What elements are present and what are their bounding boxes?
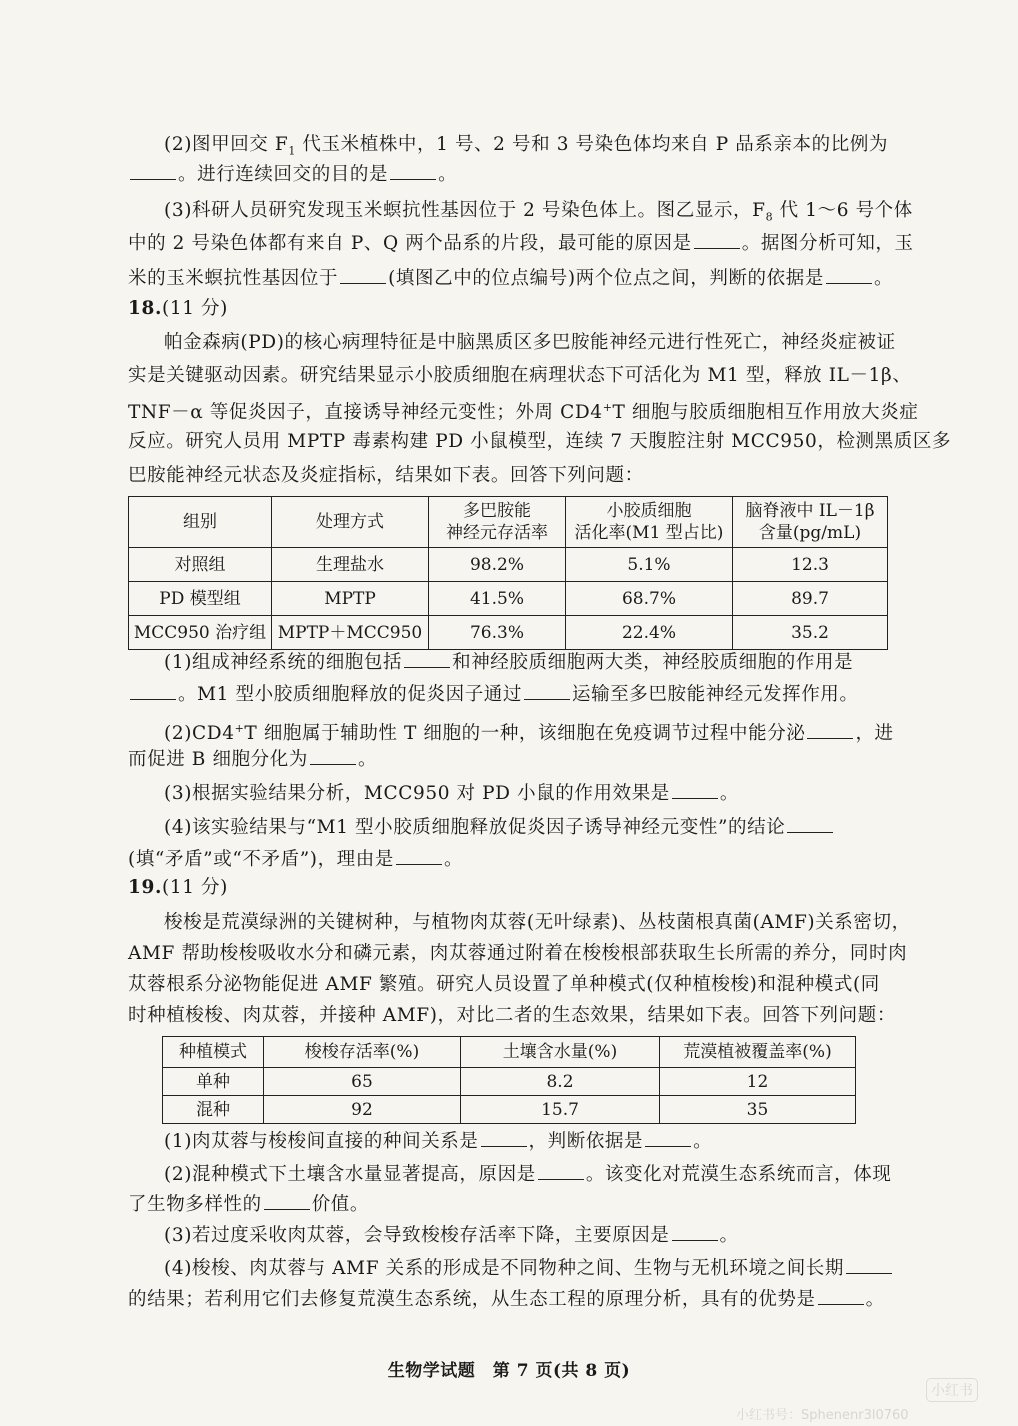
q17-part3-line3: 米的玉米螟抗性基因位于 (填图乙中的位点编号)两个位点之间，判断的依据是 。: [128, 264, 892, 294]
table-header-cell: 脑脊液中 IL－1β 含量(pg/mL): [733, 497, 888, 548]
q18-sub4-line2: (填“矛盾”或“不矛盾”)，理由是 。: [128, 845, 892, 875]
q18-sub1-line2: 。M1 型小胶质细胞释放的促炎因子通过 运输至多巴胺能神经元发挥作用。: [128, 680, 892, 710]
table-cell: 92: [264, 1096, 461, 1124]
q19-sub1: (1)肉苁蓉与梭梭间直接的种间关系是 ，判断依据是 。: [164, 1127, 892, 1157]
table-cell: 12.3: [733, 548, 888, 582]
q18-sub4-line1: (4)该实验结果与“M1 型小胶质细胞释放促炎因子诱导神经元变性”的结论: [164, 813, 892, 843]
q19-intro-line: 时种植梭梭、肉苁蓉，并接种 AMF)，对比二者的生态效果，结果如下表。回答下列问题：: [128, 1005, 896, 1026]
table-header-cell: 小胶质细胞 活化率(M1 型占比): [566, 497, 733, 548]
table-header-cell: 土壤含水量(%): [461, 1037, 660, 1068]
q19-sub2-line1: (2)混种模式下土壤含水量显著提高，原因是 。该变化对荒漠生态系统而言，体现: [164, 1160, 892, 1190]
table-cell: 5.1%: [566, 548, 733, 582]
table-cell: PD 模型组: [129, 582, 272, 616]
q18-intro-line: TNF－α 等促炎因子，直接诱导神经元变性；外周 CD4+T 细胞与胶质细胞相互作用放大炎症: [128, 401, 919, 424]
table-header-cell: 梭梭存活率(%): [264, 1037, 461, 1068]
table-row: [163, 1096, 856, 1124]
table-cell: 89.7: [733, 582, 888, 616]
q19-intro-line: 苁蓉根系分泌物能促进 AMF 繁殖。研究人员设置了单种模式(仅种植梭梭)和混种模式(同: [128, 974, 880, 995]
table-cell: 对照组: [129, 548, 272, 582]
table-cell: 8.2: [461, 1068, 660, 1096]
table-header-cell: 组别: [129, 497, 272, 548]
table-header-cell: 处理方式: [272, 497, 429, 548]
q19-sub4-line2: 的结果；若利用它们去修复荒漠生态系统，从生态工程的原理分析，具有的优势是 。: [128, 1285, 892, 1315]
table-row: [163, 1068, 856, 1096]
q19-intro-line: AMF 帮助梭梭吸收水分和磷元素，肉苁蓉通过附着在梭梭根部获取生长所需的养分，同时肉: [128, 943, 908, 964]
q18-intro-line: 反应。研究人员用 MPTP 毒素构建 PD 小鼠模型，连续 7 天腹腔注射 MCC950，检测黑质区多: [128, 431, 952, 452]
table-row: [129, 582, 888, 616]
q19-sub2-line2: 了生物多样性的 价值。: [128, 1190, 892, 1220]
q18-results-table: [128, 496, 888, 650]
q17-part3-line1: (3)科研人员研究发现玉米螟抗性基因位于 2 号染色体上。图乙显示，$F_8$ 代 1～6 号个体: [164, 200, 913, 224]
q18-intro-line: 巴胺能神经元状态及炎症指标，结果如下表。回答下列问题：: [128, 465, 644, 486]
table-cell: 68.7%: [566, 582, 733, 616]
q18-sub2-line2: 而促进 B 细胞分化为 。: [128, 745, 892, 775]
table-header-row: [163, 1037, 856, 1068]
watermark-id: 小红书号：Sphenenr3l0760: [736, 1408, 909, 1423]
page-footer: 生物学试题 第 7 页(共 8 页): [387, 1361, 631, 1381]
q19-intro-line: 梭梭是荒漠绿洲的关键树种，与植物肉苁蓉(无叶绿素)、丛枝菌根真菌(AMF)关系密切，: [164, 912, 911, 933]
table-cell: 生理盐水: [272, 548, 429, 582]
table-cell: 35.2: [733, 616, 888, 650]
table-cell: MPTP＋MCC950: [272, 616, 429, 650]
watermark-badge: 小红书: [926, 1378, 978, 1402]
q17-part2-line1: (2)图甲回交 $F_1$ 代玉米植株中，1 号、2 号和 3 号染色体均来自 P 品系亲本的比例为: [164, 134, 889, 158]
q19-results-table: [162, 1036, 856, 1124]
table-header-row: [129, 497, 888, 548]
table-cell: 65: [264, 1068, 461, 1096]
table-cell: 单种: [163, 1068, 264, 1096]
q19-sub4-line1: (4)梭梭、肉苁蓉与 AMF 关系的形成是不同物种之间、生物与无机环境之间长期: [164, 1254, 892, 1284]
table-cell: 12: [660, 1068, 856, 1096]
table-cell: MPTP: [272, 582, 429, 616]
q18-sub3: (3)根据实验结果分析，MCC950 对 PD 小鼠的作用效果是 。: [164, 779, 892, 809]
table-cell: 35: [660, 1096, 856, 1124]
q19-heading: 19.(11 分): [128, 877, 228, 898]
table-cell: 76.3%: [429, 616, 566, 650]
table-header-cell: 种植模式: [163, 1037, 264, 1068]
table-row: [129, 616, 888, 650]
q19-sub3: (3)若过度采收肉苁蓉，会导致梭梭存活率下降，主要原因是 。: [164, 1221, 892, 1251]
q18-intro-line: 帕金森病(PD)的核心病理特征是中脑黑质区多巴胺能神经元进行性死亡，神经炎症被证: [164, 332, 896, 353]
table-header-cell: 荒漠植被覆盖率(%): [660, 1037, 856, 1068]
table-cell: 98.2%: [429, 548, 566, 582]
table-cell: 15.7: [461, 1096, 660, 1124]
table-cell: 41.5%: [429, 582, 566, 616]
table-cell: MCC950 治疗组: [129, 616, 272, 650]
table-row: [129, 548, 888, 582]
q17-part3-line2: 中的 2 号染色体都有来自 P、Q 两个品系的片段，最可能的原因是 。据图分析可知，玉: [128, 229, 892, 259]
table-cell: 22.4%: [566, 616, 733, 650]
q17-part2-line2: 。进行连续回交的目的是 。: [128, 160, 892, 190]
q18-intro-line: 实是关键驱动因素。研究结果显示小胶质细胞在病理状态下可活化为 M1 型，释放 IL－1β、: [128, 365, 912, 386]
q18-sub2-line1: (2)CD4+T 细胞属于辅助性 T 细胞的一种，该细胞在免疫调节过程中能分泌 ，进: [164, 722, 894, 745]
q18-heading: 18.(11 分): [128, 298, 228, 319]
q18-sub1-line1: (1)组成神经系统的细胞包括 和神经胶质细胞两大类，神经胶质细胞的作用是: [164, 648, 892, 678]
table-cell: 混种: [163, 1096, 264, 1124]
table-header-cell: 多巴胺能 神经元存活率: [429, 497, 566, 548]
